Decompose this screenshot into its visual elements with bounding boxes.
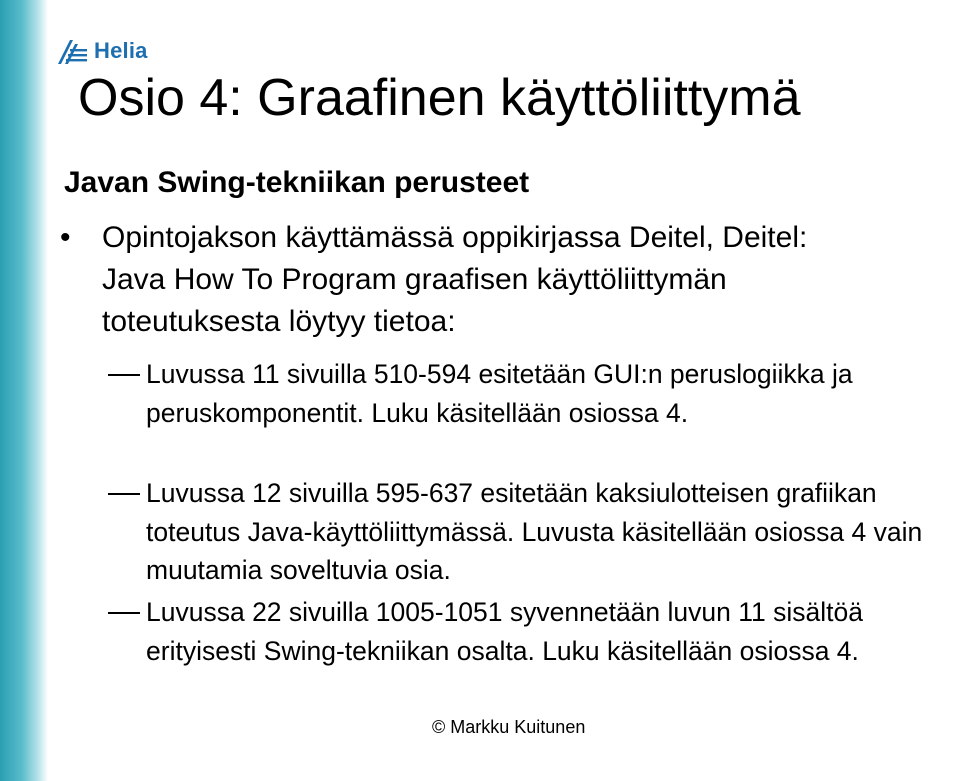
logo-text: Helia (94, 38, 148, 63)
slide-title: Osio 4: Graafinen käyttöliittymä (78, 69, 801, 127)
sub-bullet-text: Luvussa 22 sivuilla 1005-1051 syvennetään luvun 11 sisältöä erityisesti Swing-tekniikan osalta. Luku käsitellään osiossa 4. (146, 597, 863, 666)
slide-subtitle: Javan Swing-tekniikan perusteet (64, 166, 530, 199)
bullet-dot-icon: • (60, 221, 71, 254)
sub-bullet-text: Luvussa 11 sivuilla 510-594 esitetään GUI:n peruslogiikka ja peruskomponentit. Luku käsitellään osiossa 4. (146, 359, 853, 428)
decorative-side-bar (0, 0, 48, 781)
main-bullet-text: Opintojakson käyttämässä oppikirjassa Deitel, Deitel: Java How To Program graafisen käyttöliittymän toteutuksesta löytyy tietoa: (102, 221, 808, 338)
copyright-footer: © Markku Kuitunen (432, 717, 586, 737)
sub-bullet-text: Luvussa 12 sivuilla 595-637 esitetään kaksiulotteisen grafiikan toteutus Java-käyttöliittymässä. Luvusta käsitellään osiossa 4 vain muutamia soveltuvia osia. (146, 478, 923, 585)
